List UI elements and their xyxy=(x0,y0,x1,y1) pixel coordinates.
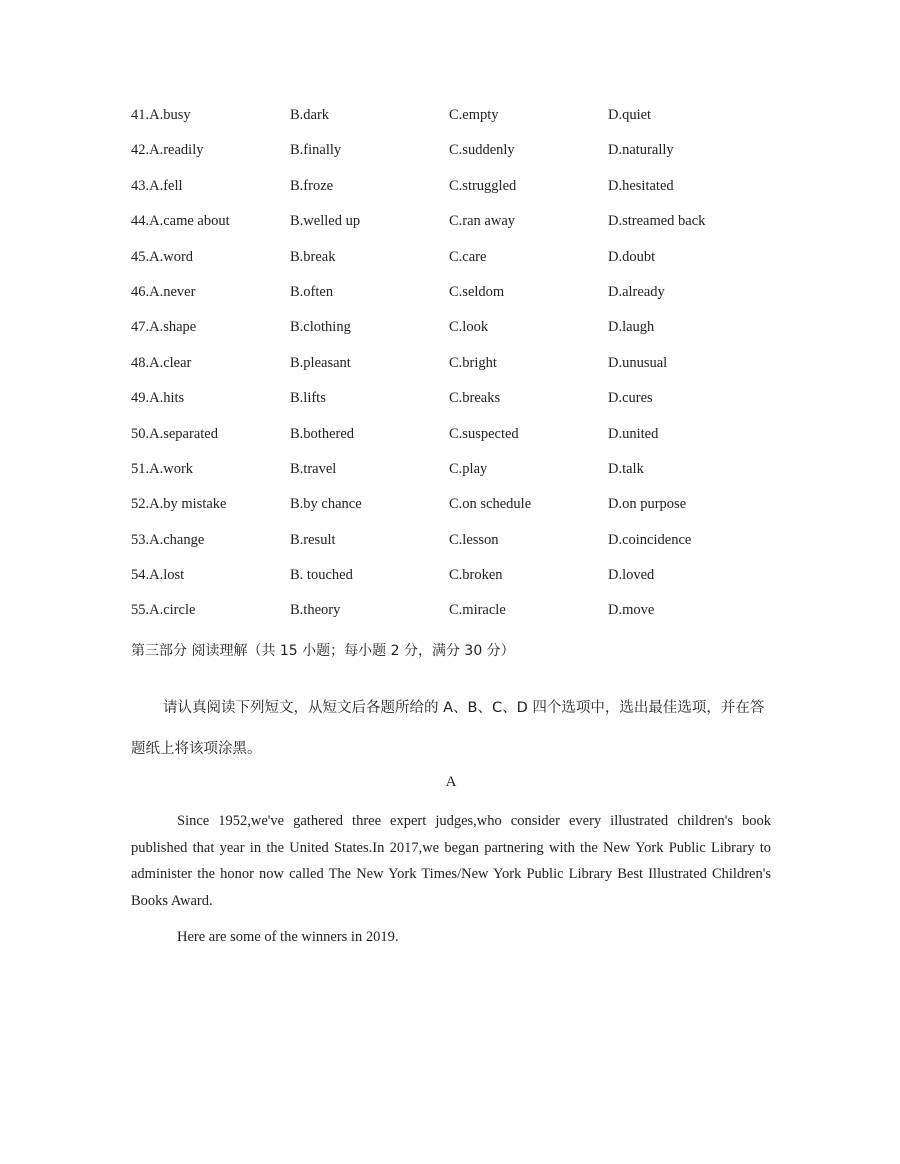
option-c: C.suddenly xyxy=(449,142,515,159)
question-row-50 xyxy=(131,423,771,458)
question-row-55 xyxy=(131,599,771,634)
option-c: C.miracle xyxy=(449,602,506,619)
option-c: C.look xyxy=(449,319,489,336)
option-d: D.laugh xyxy=(608,319,655,336)
option-d: D.already xyxy=(608,283,665,300)
option-c: C.lesson xyxy=(449,531,499,548)
question-row-43 xyxy=(131,175,771,210)
option-a: 45.A.word xyxy=(131,248,194,265)
option-c: C.empty xyxy=(449,107,499,123)
option-a: 42.A.readily xyxy=(131,142,204,159)
section-heading: 第三部分 阅读理解（共 15 小题；每小题 2 分，满分 30 分） xyxy=(131,643,515,659)
option-d: D.loved xyxy=(608,567,655,584)
option-b: B.travel xyxy=(290,460,337,477)
option-d: D.quiet xyxy=(608,107,652,123)
option-a: 44.A.came about xyxy=(131,213,230,230)
question-row-54 xyxy=(131,564,771,599)
option-b: B.clothing xyxy=(290,319,351,336)
option-a: 52.A.by mistake xyxy=(131,496,227,513)
option-c: C.breaks xyxy=(449,390,501,407)
option-b: B.welled up xyxy=(290,213,361,230)
question-row-53 xyxy=(131,529,771,564)
option-b: B.finally xyxy=(290,142,342,159)
option-c: C.bright xyxy=(449,354,497,371)
option-c: C.suspected xyxy=(449,425,519,442)
passage-label: A xyxy=(445,774,457,790)
question-row-45 xyxy=(131,246,771,281)
option-c: C.seldom xyxy=(449,283,505,300)
passage-paragraph: Since 1952,we've gathered three expert judges,who consider every illustrated children's book published that year in the United States.In 2017,we began partnering with the New York Public Library to administer the honor now called The New York Times/New York Public Library Best Illustrated Children's Books Award. xyxy=(131,813,771,909)
option-d: D.on purpose xyxy=(608,496,687,513)
question-row-46 xyxy=(131,281,771,316)
option-d: D.talk xyxy=(608,460,644,477)
question-row-49 xyxy=(131,387,771,422)
option-b: B.often xyxy=(290,283,334,300)
question-row-47 xyxy=(131,316,771,351)
option-b: B.by chance xyxy=(290,496,362,513)
question-row-42 xyxy=(131,139,771,174)
option-b: B.dark xyxy=(290,107,330,123)
option-a: 43.A.fell xyxy=(131,177,183,194)
option-d: D.united xyxy=(608,425,659,442)
option-c: C.care xyxy=(449,248,487,265)
option-d: D.streamed back xyxy=(608,213,706,230)
option-b: B.bothered xyxy=(290,425,355,442)
option-a: 47.A.shape xyxy=(131,319,197,336)
option-c: C.struggled xyxy=(449,177,517,194)
option-b: B.lifts xyxy=(290,390,326,407)
option-b: B.pleasant xyxy=(290,354,351,371)
passage-paragraph: Here are some of the winners in 2019. xyxy=(177,929,399,945)
option-c: C.play xyxy=(449,460,488,477)
option-a: 51.A.work xyxy=(131,460,194,477)
option-b: B.break xyxy=(290,248,336,265)
option-a: 53.A.change xyxy=(131,531,205,548)
option-d: D.cures xyxy=(608,390,653,407)
option-a: 46.A.never xyxy=(131,283,196,300)
option-d: D.coincidence xyxy=(608,531,692,548)
question-row-51 xyxy=(131,458,771,493)
option-a: 55.A.circle xyxy=(131,602,196,619)
option-a: 54.A.lost xyxy=(131,567,185,584)
question-row-52 xyxy=(131,493,771,528)
option-b: B.froze xyxy=(290,177,334,194)
option-c: C.ran away xyxy=(449,213,516,230)
option-d: D.move xyxy=(608,602,655,619)
option-d: D.naturally xyxy=(608,142,674,159)
option-a: 41.A.busy xyxy=(131,107,191,123)
option-c: C.on schedule xyxy=(449,496,532,513)
cloze-options-list xyxy=(131,104,771,635)
reading-instruction: 请认真阅读下列短文，从短文后各题所给的 A、B、C、D 四个选项中，选出最佳选项，并在答题纸上将该项涂黑。 xyxy=(131,700,765,757)
option-d: D.doubt xyxy=(608,248,656,265)
option-a: 49.A.hits xyxy=(131,390,185,407)
option-b: B.result xyxy=(290,531,336,548)
option-b: B.theory xyxy=(290,602,341,619)
question-row-41 xyxy=(131,104,771,139)
option-d: D.unusual xyxy=(608,354,668,371)
question-row-48 xyxy=(131,352,771,387)
question-row-44 xyxy=(131,210,771,245)
option-a: 50.A.separated xyxy=(131,425,218,442)
option-b: B. touched xyxy=(290,567,353,584)
option-a: 48.A.clear xyxy=(131,354,192,371)
option-c: C.broken xyxy=(449,567,503,584)
option-d: D.hesitated xyxy=(608,177,674,194)
